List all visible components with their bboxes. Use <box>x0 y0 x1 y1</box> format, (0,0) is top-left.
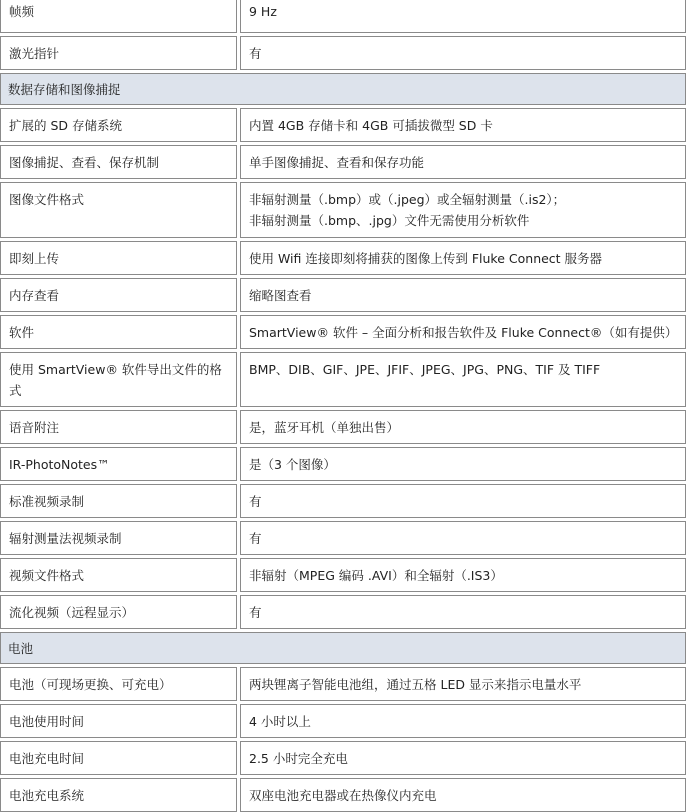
spec-value: 有 <box>240 595 686 629</box>
spec-value: 非辐射（MPEG 编码 .AVI）和全辐射（.IS3） <box>240 558 686 592</box>
table-row <box>0 315 686 349</box>
spec-value: 非辐射测量（.bmp）或（.jpeg）或全辐射测量（.is2）； 非辐射测量（.bmp、.jpg）文件无需使用分析软件 <box>240 182 686 238</box>
spec-value: 内置 4GB 存储卡和 4GB 可插拔微型 SD 卡 <box>240 108 686 142</box>
spec-value: 有 <box>240 36 686 70</box>
spec-value: 有 <box>240 521 686 555</box>
spec-value: 双座电池充电器或在热像仪内充电 <box>240 778 686 812</box>
table-row <box>0 667 686 701</box>
spec-label: 电池使用时间 <box>0 704 237 738</box>
table-row <box>0 595 686 629</box>
spec-label: 图像捕捉、查看、保存机制 <box>0 145 237 179</box>
spec-label: 扩展的 SD 存储系统 <box>0 108 237 142</box>
spec-label: IR-PhotoNotes™ <box>0 447 237 481</box>
spec-label: 视频文件格式 <box>0 558 237 592</box>
section-header <box>0 632 686 664</box>
table-row <box>0 484 686 518</box>
table-row <box>0 704 686 738</box>
table-row <box>0 108 686 142</box>
spec-value: 有 <box>240 484 686 518</box>
table-row <box>0 558 686 592</box>
spec-label: 即刻上传 <box>0 241 237 275</box>
spec-value: 9 Hz <box>240 0 686 33</box>
spec-value: 两块锂离子智能电池组，通过五格 LED 显示来指示电量水平 <box>240 667 686 701</box>
spec-label: 帧频 <box>0 0 237 33</box>
spec-value: 使用 Wifi 连接即刻将捕获的图像上传到 Fluke Connect 服务器 <box>240 241 686 275</box>
spec-label: 标准视频录制 <box>0 484 237 518</box>
spec-label: 电池充电时间 <box>0 741 237 775</box>
table-row <box>0 352 686 407</box>
table-row <box>0 521 686 555</box>
table-row <box>0 741 686 775</box>
spec-label: 内存查看 <box>0 278 237 312</box>
spec-label: 语音附注 <box>0 410 237 444</box>
table-row <box>0 145 686 179</box>
spec-label: 使用 SmartView® 软件导出文件的格式 <box>0 352 237 407</box>
spec-value: 是（3 个图像） <box>240 447 686 481</box>
table-row <box>0 36 686 70</box>
spec-label: 电池（可现场更换、可充电） <box>0 667 237 701</box>
spec-value: 是，蓝牙耳机（单独出售） <box>240 410 686 444</box>
spec-label: 流化视频（远程显示） <box>0 595 237 629</box>
spec-label: 图像文件格式 <box>0 182 237 238</box>
table-row <box>0 447 686 481</box>
spec-value: 4 小时以上 <box>240 704 686 738</box>
spec-value: SmartView® 软件 – 全面分析和报告软件及 Fluke Connect®（如有提供） <box>240 315 686 349</box>
spec-value: 单手图像捕捉、查看和保存功能 <box>240 145 686 179</box>
table-row <box>0 778 686 812</box>
spec-label: 辐射测量法视频录制 <box>0 521 237 555</box>
section-title: 电池 <box>8 641 34 656</box>
table-row <box>0 241 686 275</box>
spec-label: 电池充电系统 <box>0 778 237 812</box>
spec-value: BMP、DIB、GIF、JPE、JFIF、JPEG、JPG、PNG、TIF 及 TIFF <box>240 352 686 407</box>
table-row <box>0 410 686 444</box>
spec-value: 缩略图查看 <box>240 278 686 312</box>
section-title: 数据存储和图像捕捉 <box>8 82 121 97</box>
spec-value: 2.5 小时完全充电 <box>240 741 686 775</box>
table-row <box>0 182 686 238</box>
section-header <box>0 73 686 105</box>
spec-label: 软件 <box>0 315 237 349</box>
spec-label: 激光指针 <box>0 36 237 70</box>
table-row <box>0 0 686 33</box>
table-row <box>0 278 686 312</box>
